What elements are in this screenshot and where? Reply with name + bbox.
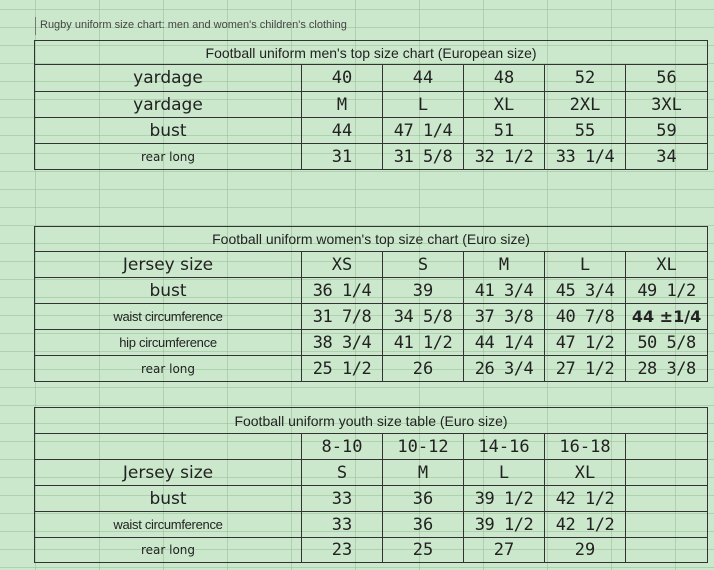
- table-cell: 27 1/2: [545, 356, 626, 382]
- table-cell: 16-18: [545, 434, 626, 460]
- table-cell: 34: [626, 144, 708, 170]
- table-row: [35, 65, 708, 92]
- row-label: bust: [35, 278, 302, 304]
- youth-size-table: [34, 407, 708, 563]
- table-cell: 47 1/4: [383, 118, 464, 144]
- table-cell: 40 7/8: [545, 304, 626, 330]
- table-cell: 26: [383, 356, 464, 382]
- table-cell: 39 1/2: [464, 512, 545, 538]
- table-cell: 27: [464, 538, 545, 563]
- row-label: Jersey size: [35, 460, 302, 486]
- table-cell: 56: [626, 65, 708, 92]
- table-cell: 25: [383, 538, 464, 563]
- table-cell: [626, 460, 708, 486]
- table-cell: 36: [383, 512, 464, 538]
- table-cell: 37 3/8: [464, 304, 545, 330]
- table-cell: 47 1/2: [545, 330, 626, 356]
- table-cell: 44: [302, 118, 383, 144]
- table-row: [35, 434, 708, 460]
- table-row: [35, 92, 708, 118]
- table-cell: L: [545, 252, 626, 278]
- table-cell: 42 1/2: [545, 512, 626, 538]
- table-cell: L: [383, 92, 464, 118]
- table-cell: 59: [626, 118, 708, 144]
- table-cell: 50 5/8: [626, 330, 708, 356]
- table-cell: 40: [302, 65, 383, 92]
- row-label: bust: [35, 486, 302, 512]
- table-row: [35, 252, 708, 278]
- table-cell: 51: [464, 118, 545, 144]
- table-cell: 31: [302, 144, 383, 170]
- table-row: [35, 486, 708, 512]
- table-cell: [626, 486, 708, 512]
- table-cell: 44 1/4: [464, 330, 545, 356]
- table-cell: 25 1/2: [302, 356, 383, 382]
- table-row: [35, 144, 708, 170]
- table-row: [35, 304, 708, 330]
- row-label: bust: [35, 118, 302, 144]
- table-cell: 33: [302, 486, 383, 512]
- row-label: rear long: [35, 144, 302, 170]
- table-cell: 10-12: [383, 434, 464, 460]
- row-label: waist circumference: [35, 512, 302, 538]
- table-cell: 36: [383, 486, 464, 512]
- table-cell: S: [302, 460, 383, 486]
- table-row: [35, 356, 708, 382]
- table-cell: 14-16: [464, 434, 545, 460]
- table-cell: 41 1/2: [383, 330, 464, 356]
- table-cell: XL: [464, 92, 545, 118]
- table-cell: 23: [302, 538, 383, 563]
- page-caption: Rugby uniform size chart: men and women's children's clothing: [40, 19, 347, 31]
- youth-table-title: Football uniform youth size table (Euro size): [35, 408, 708, 434]
- table-cell: S: [383, 252, 464, 278]
- table-cell: 34 5/8: [383, 304, 464, 330]
- table-cell: 3XL: [626, 92, 708, 118]
- table-cell: XL: [626, 252, 708, 278]
- table-cell: M: [302, 92, 383, 118]
- table-row: [35, 512, 708, 538]
- table-row: [35, 330, 708, 356]
- men-table-title: Football uniform men's top size chart (European size): [35, 41, 708, 65]
- table-cell: 8-10: [302, 434, 383, 460]
- table-cell: 32 1/2: [464, 144, 545, 170]
- table-cell: L: [464, 460, 545, 486]
- row-label: waist circumference: [35, 304, 302, 330]
- table-cell: 33: [302, 512, 383, 538]
- table-cell: 38 3/4: [302, 330, 383, 356]
- row-label: yardage: [35, 92, 302, 118]
- row-label: hip circumference: [35, 330, 302, 356]
- table-cell: 45 3/4: [545, 278, 626, 304]
- table-cell: 55: [545, 118, 626, 144]
- table-cell: M: [464, 252, 545, 278]
- table-cell: 31 5/8: [383, 144, 464, 170]
- table-row: [35, 538, 708, 563]
- women-size-table: [34, 226, 708, 382]
- table-cell: XL: [545, 460, 626, 486]
- table-cell: 49 1/2: [626, 278, 708, 304]
- table-cell: 2XL: [545, 92, 626, 118]
- table-cell: 39: [383, 278, 464, 304]
- table-cell: 41 3/4: [464, 278, 545, 304]
- table-cell: [626, 434, 708, 460]
- men-size-table: [34, 40, 708, 170]
- row-label: rear long: [35, 356, 302, 382]
- table-cell: 52: [545, 65, 626, 92]
- table-row: [35, 278, 708, 304]
- table-cell: 44 ±1/4: [626, 304, 708, 330]
- row-label: rear long: [35, 538, 302, 563]
- table-cell: 39 1/2: [464, 486, 545, 512]
- table-cell: XS: [302, 252, 383, 278]
- table-cell: [626, 538, 708, 563]
- table-cell: 29: [545, 538, 626, 563]
- table-cell: 44: [383, 65, 464, 92]
- table-cell: 28 3/8: [626, 356, 708, 382]
- table-row: [35, 460, 708, 486]
- text-cursor: [35, 17, 36, 35]
- row-label: yardage: [35, 65, 302, 92]
- table-cell: 42 1/2: [545, 486, 626, 512]
- table-cell: 48: [464, 65, 545, 92]
- row-label: [35, 434, 302, 460]
- table-cell: 26 3/4: [464, 356, 545, 382]
- table-cell: M: [383, 460, 464, 486]
- table-cell: [626, 512, 708, 538]
- table-row: [35, 118, 708, 144]
- table-cell: 33 1/4: [545, 144, 626, 170]
- table-cell: 31 7/8: [302, 304, 383, 330]
- table-cell: 36 1/4: [302, 278, 383, 304]
- row-label: Jersey size: [35, 252, 302, 278]
- women-table-title: Football uniform women's top size chart (Euro size): [35, 227, 708, 252]
